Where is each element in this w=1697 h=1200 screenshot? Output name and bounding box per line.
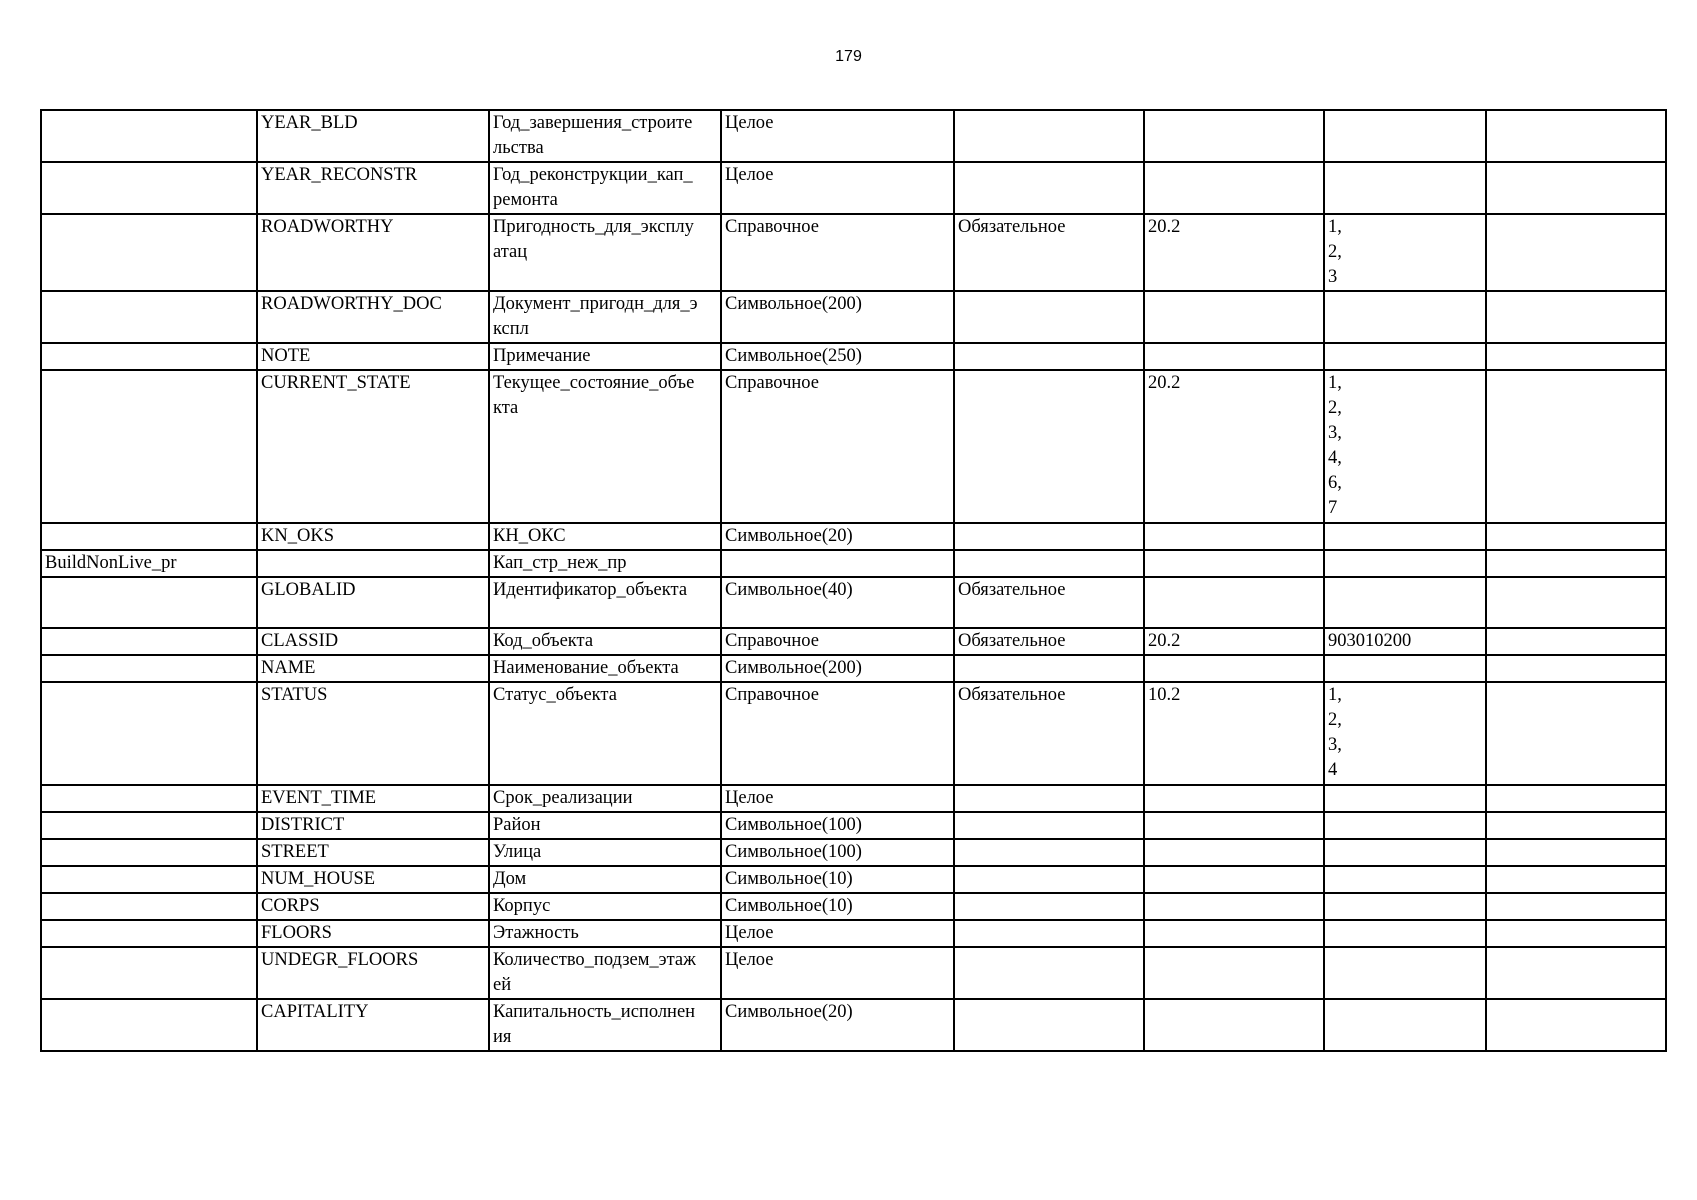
cell-line: ремонта bbox=[493, 190, 558, 210]
field-alias-cell bbox=[489, 162, 721, 214]
required-cell bbox=[954, 550, 1144, 577]
field-alias-cell bbox=[489, 343, 721, 370]
data-type-cell: Символьное(10) bbox=[721, 893, 954, 920]
required-cell bbox=[954, 655, 1144, 682]
cell-line: Код_объекта bbox=[493, 631, 594, 651]
field-name-cell: UNDEGR_FLOORS bbox=[257, 947, 489, 999]
domain-ref-cell bbox=[1144, 920, 1324, 947]
note-cell bbox=[1486, 162, 1666, 214]
table-row bbox=[41, 523, 1666, 550]
domain-ref-cell: 20.2 bbox=[1144, 370, 1324, 523]
cell-line: Срок_реализации bbox=[493, 788, 633, 808]
table-row bbox=[41, 370, 1666, 523]
domain-ref-cell bbox=[1144, 291, 1324, 343]
cell-line: Капитальность_исполнен bbox=[493, 1002, 696, 1022]
data-type-cell: Справочное bbox=[721, 682, 954, 785]
field-name-cell: NOTE bbox=[257, 343, 489, 370]
required-cell bbox=[954, 162, 1144, 214]
required-cell: Обязательное bbox=[954, 682, 1144, 785]
required-cell bbox=[954, 920, 1144, 947]
field-name-cell: CAPITALITY bbox=[257, 999, 489, 1051]
note-cell bbox=[1486, 893, 1666, 920]
data-type-cell: Целое bbox=[721, 162, 954, 214]
domain-values-cell bbox=[1324, 370, 1486, 523]
required-cell bbox=[954, 999, 1144, 1051]
cell-line: 3, bbox=[1328, 735, 1342, 755]
field-alias-cell bbox=[489, 291, 721, 343]
domain-values-cell bbox=[1324, 947, 1486, 999]
data-type-cell: Целое bbox=[721, 110, 954, 162]
domain-values-cell bbox=[1324, 655, 1486, 682]
domain-values-cell bbox=[1324, 577, 1486, 628]
field-alias-cell bbox=[489, 682, 721, 785]
required-cell bbox=[954, 370, 1144, 523]
domain-ref-cell bbox=[1144, 655, 1324, 682]
layer-name-cell bbox=[41, 291, 257, 343]
cell-line: 903010200 bbox=[1328, 631, 1412, 651]
field-name-cell: ROADWORTHY bbox=[257, 214, 489, 291]
domain-values-cell bbox=[1324, 523, 1486, 550]
cell-line: кспл bbox=[493, 319, 529, 339]
layer-name-cell bbox=[41, 370, 257, 523]
domain-ref-cell bbox=[1144, 866, 1324, 893]
note-cell bbox=[1486, 577, 1666, 628]
data-dictionary-table bbox=[40, 109, 1667, 1052]
note-cell bbox=[1486, 291, 1666, 343]
cell-line: 2, bbox=[1328, 242, 1342, 262]
data-type-cell: Целое bbox=[721, 947, 954, 999]
domain-values-cell bbox=[1324, 682, 1486, 785]
table-row bbox=[41, 214, 1666, 291]
table-row bbox=[41, 343, 1666, 370]
layer-name-cell bbox=[41, 655, 257, 682]
note-cell bbox=[1486, 866, 1666, 893]
cell-line: ей bbox=[493, 975, 512, 995]
required-cell bbox=[954, 866, 1144, 893]
cell-line: 4 bbox=[1328, 760, 1338, 780]
field-name-cell bbox=[257, 550, 489, 577]
table-row bbox=[41, 577, 1666, 628]
layer-name-cell bbox=[41, 682, 257, 785]
cell-line: Количество_подзем_этаж bbox=[493, 950, 696, 970]
layer-name-cell bbox=[41, 785, 257, 812]
required-cell bbox=[954, 523, 1144, 550]
note-cell bbox=[1486, 110, 1666, 162]
field-name-cell: NAME bbox=[257, 655, 489, 682]
cell-line: 1, bbox=[1328, 217, 1342, 237]
cell-line: 4, bbox=[1328, 448, 1342, 468]
field-name-cell: YEAR_BLD bbox=[257, 110, 489, 162]
required-cell: Обязательное bbox=[954, 214, 1144, 291]
field-alias-cell bbox=[489, 370, 721, 523]
domain-values-cell bbox=[1324, 812, 1486, 839]
table-row bbox=[41, 812, 1666, 839]
table-row bbox=[41, 291, 1666, 343]
note-cell bbox=[1486, 214, 1666, 291]
cell-line: Наименование_объекта bbox=[493, 658, 679, 678]
table-row bbox=[41, 785, 1666, 812]
layer-name-cell bbox=[41, 343, 257, 370]
field-alias-cell bbox=[489, 866, 721, 893]
layer-name-cell bbox=[41, 812, 257, 839]
cell-line: Кап_стр_неж_пр bbox=[493, 553, 627, 573]
data-type-cell: Символьное(20) bbox=[721, 999, 954, 1051]
cell-line: Дом bbox=[493, 869, 527, 889]
table-row bbox=[41, 628, 1666, 655]
data-type-cell: Справочное bbox=[721, 628, 954, 655]
table-row bbox=[41, 999, 1666, 1051]
domain-values-cell bbox=[1324, 999, 1486, 1051]
data-type-cell: Целое bbox=[721, 785, 954, 812]
data-type-cell: Целое bbox=[721, 920, 954, 947]
layer-name-cell bbox=[41, 162, 257, 214]
field-alias-cell bbox=[489, 999, 721, 1051]
note-cell bbox=[1486, 343, 1666, 370]
field-alias-cell bbox=[489, 920, 721, 947]
data-type-cell bbox=[721, 550, 954, 577]
field-name-cell: YEAR_RECONSTR bbox=[257, 162, 489, 214]
field-name-cell: STREET bbox=[257, 839, 489, 866]
layer-name-cell bbox=[41, 214, 257, 291]
domain-ref-cell bbox=[1144, 999, 1324, 1051]
domain-values-cell bbox=[1324, 839, 1486, 866]
required-cell bbox=[954, 785, 1144, 812]
note-cell bbox=[1486, 812, 1666, 839]
field-alias-cell bbox=[489, 812, 721, 839]
required-cell bbox=[954, 343, 1144, 370]
note-cell bbox=[1486, 370, 1666, 523]
field-name-cell: DISTRICT bbox=[257, 812, 489, 839]
cell-line: Текущее_состояние_объе bbox=[493, 373, 695, 393]
cell-line: Корпус bbox=[493, 896, 551, 916]
field-name-cell: STATUS bbox=[257, 682, 489, 785]
cell-line: Статус_объекта bbox=[493, 685, 617, 705]
note-cell bbox=[1486, 839, 1666, 866]
domain-values-cell bbox=[1324, 291, 1486, 343]
field-name-cell: NUM_HOUSE bbox=[257, 866, 489, 893]
cell-line: 3, bbox=[1328, 423, 1342, 443]
layer-name-cell bbox=[41, 628, 257, 655]
page-number: 179 bbox=[835, 48, 862, 65]
domain-values-cell bbox=[1324, 550, 1486, 577]
data-type-cell: Символьное(250) bbox=[721, 343, 954, 370]
field-name-cell: CURRENT_STATE bbox=[257, 370, 489, 523]
field-alias-cell bbox=[489, 785, 721, 812]
domain-ref-cell bbox=[1144, 343, 1324, 370]
table-body bbox=[41, 110, 1666, 1051]
domain-ref-cell bbox=[1144, 839, 1324, 866]
required-cell: Обязательное bbox=[954, 577, 1144, 628]
domain-values-cell bbox=[1324, 628, 1486, 655]
field-alias-cell bbox=[489, 893, 721, 920]
table-row bbox=[41, 893, 1666, 920]
data-type-cell: Символьное(100) bbox=[721, 812, 954, 839]
cell-line: льства bbox=[493, 138, 544, 158]
domain-values-cell bbox=[1324, 866, 1486, 893]
note-cell bbox=[1486, 785, 1666, 812]
data-type-cell: Символьное(100) bbox=[721, 839, 954, 866]
cell-line: Год_завершения_строите bbox=[493, 113, 693, 133]
cell-line: 1, bbox=[1328, 685, 1342, 705]
domain-values-cell bbox=[1324, 785, 1486, 812]
data-type-cell: Справочное bbox=[721, 370, 954, 523]
cell-line: Документ_пригодн_для_э bbox=[493, 294, 698, 314]
domain-ref-cell bbox=[1144, 577, 1324, 628]
table-row bbox=[41, 162, 1666, 214]
layer-name-cell bbox=[41, 110, 257, 162]
cell-line: Примечание bbox=[493, 346, 591, 366]
field-name-cell: CORPS bbox=[257, 893, 489, 920]
data-type-cell: Символьное(200) bbox=[721, 291, 954, 343]
domain-ref-cell bbox=[1144, 785, 1324, 812]
domain-values-cell bbox=[1324, 110, 1486, 162]
note-cell bbox=[1486, 999, 1666, 1051]
field-name-cell: FLOORS bbox=[257, 920, 489, 947]
domain-ref-cell bbox=[1144, 947, 1324, 999]
layer-name-cell bbox=[41, 866, 257, 893]
layer-name-cell bbox=[41, 523, 257, 550]
note-cell bbox=[1486, 947, 1666, 999]
domain-ref-cell: 20.2 bbox=[1144, 214, 1324, 291]
cell-line: ия bbox=[493, 1027, 512, 1047]
table-row bbox=[41, 655, 1666, 682]
note-cell bbox=[1486, 920, 1666, 947]
table-row bbox=[41, 947, 1666, 999]
required-cell: Обязательное bbox=[954, 628, 1144, 655]
layer-name-cell bbox=[41, 947, 257, 999]
field-alias-cell bbox=[489, 214, 721, 291]
data-type-cell: Справочное bbox=[721, 214, 954, 291]
cell-line: Этажность bbox=[493, 923, 579, 943]
note-cell bbox=[1486, 523, 1666, 550]
field-alias-cell bbox=[489, 523, 721, 550]
field-name-cell: ROADWORTHY_DOC bbox=[257, 291, 489, 343]
cell-line: 3 bbox=[1328, 267, 1338, 287]
field-alias-cell bbox=[489, 110, 721, 162]
field-alias-cell bbox=[489, 577, 721, 628]
data-type-cell: Символьное(40) bbox=[721, 577, 954, 628]
field-alias-cell bbox=[489, 655, 721, 682]
cell-line: атац bbox=[493, 242, 528, 262]
domain-ref-cell: 20.2 bbox=[1144, 628, 1324, 655]
note-cell bbox=[1486, 682, 1666, 785]
domain-ref-cell: 10.2 bbox=[1144, 682, 1324, 785]
layer-name-cell bbox=[41, 577, 257, 628]
field-name-cell: KN_OKS bbox=[257, 523, 489, 550]
layer-name-cell bbox=[41, 920, 257, 947]
field-name-cell: EVENT_TIME bbox=[257, 785, 489, 812]
cell-line: кта bbox=[493, 398, 519, 418]
field-alias-cell bbox=[489, 550, 721, 577]
required-cell bbox=[954, 839, 1144, 866]
cell-line: Район bbox=[493, 815, 541, 835]
required-cell bbox=[954, 893, 1144, 920]
domain-ref-cell bbox=[1144, 162, 1324, 214]
table-row bbox=[41, 839, 1666, 866]
table-row bbox=[41, 920, 1666, 947]
field-alias-cell bbox=[489, 628, 721, 655]
note-cell bbox=[1486, 550, 1666, 577]
domain-values-cell bbox=[1324, 920, 1486, 947]
domain-ref-cell bbox=[1144, 812, 1324, 839]
domain-values-cell bbox=[1324, 893, 1486, 920]
table-row bbox=[41, 682, 1666, 785]
table-row bbox=[41, 110, 1666, 162]
domain-ref-cell bbox=[1144, 110, 1324, 162]
cell-line: 6, bbox=[1328, 473, 1342, 493]
data-type-cell: Символьное(20) bbox=[721, 523, 954, 550]
cell-line: Улица bbox=[493, 842, 542, 862]
domain-values-cell bbox=[1324, 214, 1486, 291]
cell-line: КН_ОКС bbox=[493, 526, 566, 546]
cell-line: 1, bbox=[1328, 373, 1342, 393]
field-name-cell: CLASSID bbox=[257, 628, 489, 655]
domain-ref-cell bbox=[1144, 893, 1324, 920]
data-type-cell: Символьное(10) bbox=[721, 866, 954, 893]
domain-values-cell bbox=[1324, 162, 1486, 214]
cell-line: 7 bbox=[1328, 498, 1338, 518]
note-cell bbox=[1486, 628, 1666, 655]
note-cell bbox=[1486, 655, 1666, 682]
required-cell bbox=[954, 812, 1144, 839]
cell-line: Год_реконструкции_кап_ bbox=[493, 165, 693, 185]
data-type-cell: Символьное(200) bbox=[721, 655, 954, 682]
required-cell bbox=[954, 291, 1144, 343]
cell-line: Идентификатор_объекта bbox=[493, 580, 688, 600]
cell-line: 2, bbox=[1328, 710, 1342, 730]
domain-ref-cell bbox=[1144, 523, 1324, 550]
domain-values-cell bbox=[1324, 343, 1486, 370]
layer-name-cell bbox=[41, 999, 257, 1051]
layer-name-cell bbox=[41, 893, 257, 920]
cell-line: 2, bbox=[1328, 398, 1342, 418]
cell-line: Пригодность_для_эксплу bbox=[493, 217, 694, 237]
table-row bbox=[41, 550, 1666, 577]
required-cell bbox=[954, 110, 1144, 162]
layer-name-cell bbox=[41, 839, 257, 866]
field-alias-cell bbox=[489, 839, 721, 866]
required-cell bbox=[954, 947, 1144, 999]
field-name-cell: GLOBALID bbox=[257, 577, 489, 628]
table-row bbox=[41, 866, 1666, 893]
domain-ref-cell bbox=[1144, 550, 1324, 577]
field-alias-cell bbox=[489, 947, 721, 999]
layer-name-cell: BuildNonLive_pr bbox=[41, 550, 257, 577]
